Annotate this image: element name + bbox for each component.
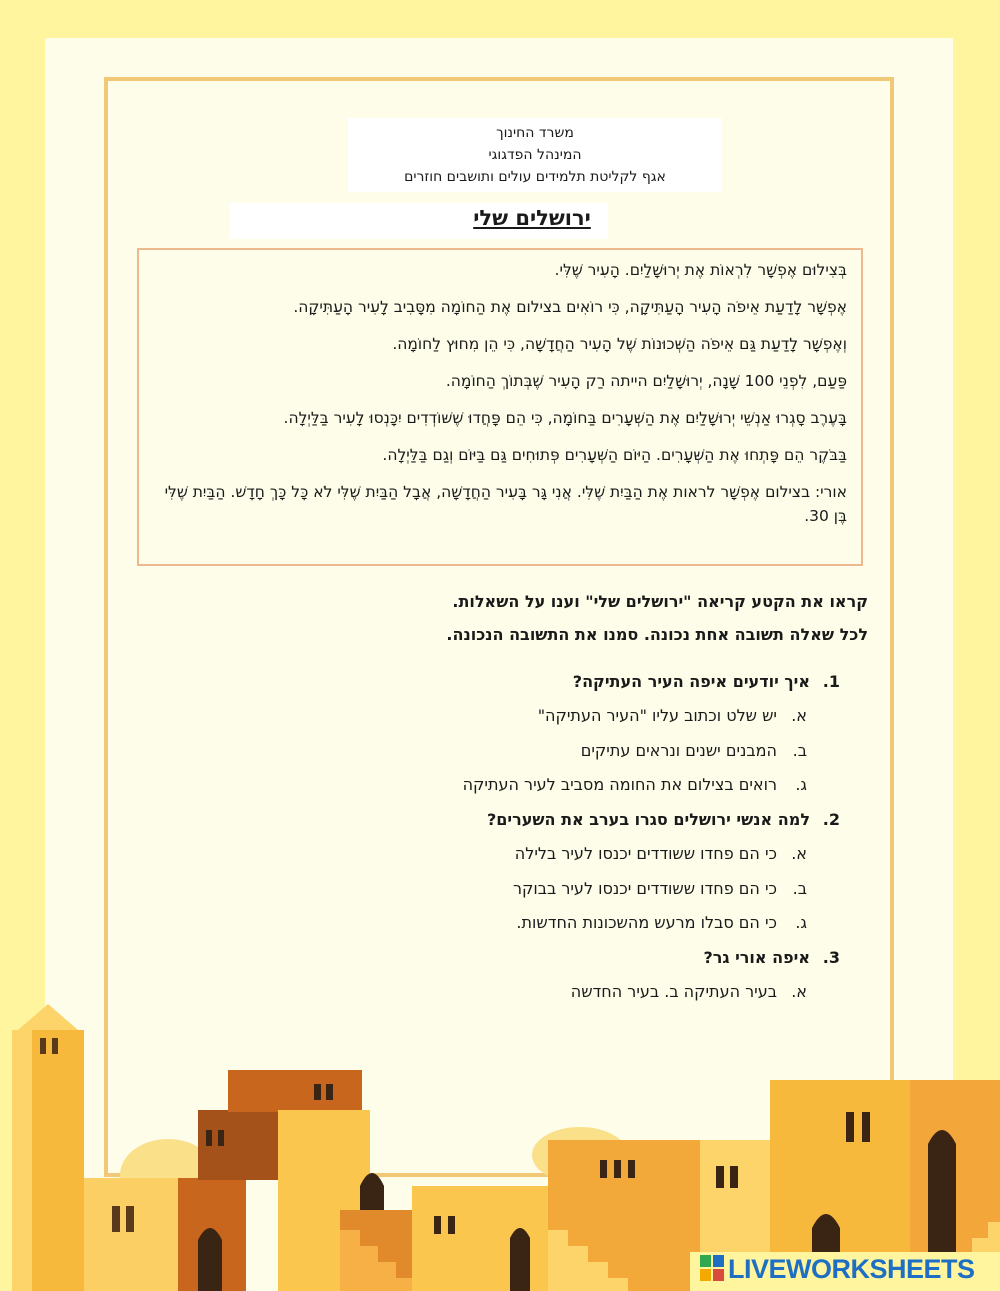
answer-text: כי הם פחדו ששודדים יכנסו לעיר בבוקר	[512, 878, 777, 898]
question-text: למה אנשי ירושלים סגרו בערב את השערים?	[487, 809, 810, 829]
question-number: 3.	[822, 947, 840, 967]
reading-line: וְאֶפְשָׁר לָדַעַת גַּם אֵיפֹה הַשְּׁכוּנוֹת שֶׁל הָעִיר הַחֲדָשָׁה, כִּי הֵן מִחוּץ לַחוֹמָה.	[392, 335, 847, 353]
reading-line: בְּצִילוּם אֶפְשָׁר לִרְאוֹת אֶת יְרוּשָׁלַיִם. הָעִיר שֶׁלִּי.	[554, 261, 847, 279]
answer-letter: א.	[791, 982, 807, 1002]
answer-letter: ג.	[795, 913, 807, 933]
jerusalem-skyline-illustration	[0, 990, 1000, 1291]
answer-text: רואים בצילום את החומה מסביב לעיר העתיקה	[462, 775, 777, 795]
question-number: 2.	[822, 809, 840, 829]
reading-line: אֶפְשָׁר לָדַעַת אֵיפֹה הָעִיר הָעַתִּיקָה, כִּי רוֹאִים בצילום אֶת הַחוֹמָה מִסָּבִיב לָעִיר הָעַתִּיקָה.	[293, 298, 847, 316]
ministry-header	[348, 118, 722, 192]
reading-line: בַּבֹּקֶר הֵם פָּתְחוּ אֶת הַשְּׁעָרִים. הַיּוֹם הַשְּׁעָרִים פְּתוּחִים גַּם בַּיּוֹם וְגַם בַּלַּיְלָה.	[382, 446, 847, 464]
answer-option[interactable]	[140, 871, 840, 906]
reading-line: אורי: בצילום אֶפְשָׁר לראות אֶת הַבַּיִת שֶׁלִּי. אֲנִי גָּר בָּעִיר הַחֲדָשָׁה, אֲבָל הַבַּיִת שֶׁלִּי לֹא כָּל כָּךְ חָדָשׁ. הַבַּיִת שֶׁלִּי בֶּן 30.	[164, 483, 847, 525]
liveworksheets-logo-icon	[700, 1255, 724, 1283]
liveworksheets-logo-text: LIVEWORKSHEETS	[728, 1253, 975, 1284]
reading-line: בָּעֶרֶב סָגְרוּ אַנְשֵׁי יְרוּשָׁלַיִם אֶת הַשְּׁעָרִים בַּחוֹמָה, כִּי הֵם פָּחֲדוּ שֶׁשּׁוֹדְדִים יִכָּנְסוּ לָעִיר בַּלַּיְלָה.	[283, 409, 847, 427]
answer-letter: ג.	[795, 775, 807, 795]
answer-option[interactable]	[140, 699, 840, 734]
answer-option[interactable]	[140, 768, 840, 803]
answer-option[interactable]	[140, 837, 840, 872]
answer-letter: א.	[791, 706, 807, 726]
liveworksheets-logo	[700, 1253, 975, 1285]
instructions-line-choose: לכל שאלה תשובה אחת נכונה. סמנו את התשובה הנכונה.	[446, 625, 868, 644]
answer-text: בעיר העתיקה ב. בעיר החדשה	[570, 982, 777, 1002]
answer-text: יש שלט וכתוב עליו "העיר העתיקה"	[537, 706, 777, 726]
reading-line: פַּעַם, לִפְנֵי 100 שָׁנָה, יְרוּשָׁלַיִם הייתה רַק הָעִיר שֶׁבְּתוֹךְ הַחוֹמָה.	[445, 372, 847, 390]
question-2	[140, 802, 840, 837]
answer-option[interactable]	[140, 906, 840, 941]
instructions	[168, 585, 868, 651]
answer-option[interactable]	[140, 733, 840, 768]
page-title: ירושלים שלי	[473, 206, 591, 230]
answer-letter: א.	[791, 844, 807, 864]
question-list	[140, 664, 840, 1009]
answer-letter: ב.	[792, 740, 807, 760]
answer-letter: ב.	[792, 878, 807, 898]
header-line-administration: המינהל הפדגוגי	[488, 147, 582, 163]
header-line-department: אגף לקליטת תלמידים עולים ותושבים חוזרים	[404, 169, 666, 185]
question-text: איפה אורי גר?	[703, 947, 810, 967]
instructions-line-read: קראו את הקטע קריאה "ירושלים שלי" וענו על השאלות.	[452, 592, 868, 611]
answer-text: כי הם סבלו מרעש מהשכונות החדשות.	[516, 913, 777, 933]
question-text: איך יודעים איפה העיר העתיקה?	[572, 671, 810, 691]
answer-text: המבנים ישנים ונראים עתיקים	[580, 740, 777, 760]
answer-text: כי הם פחדו ששודדים יכנסו לעיר בלילה	[514, 844, 777, 864]
header-line-ministry: משרד החינוך	[496, 125, 574, 141]
question-number: 1.	[822, 671, 840, 691]
question-1	[140, 664, 840, 699]
reading-passage	[137, 248, 863, 566]
question-3	[140, 940, 840, 975]
